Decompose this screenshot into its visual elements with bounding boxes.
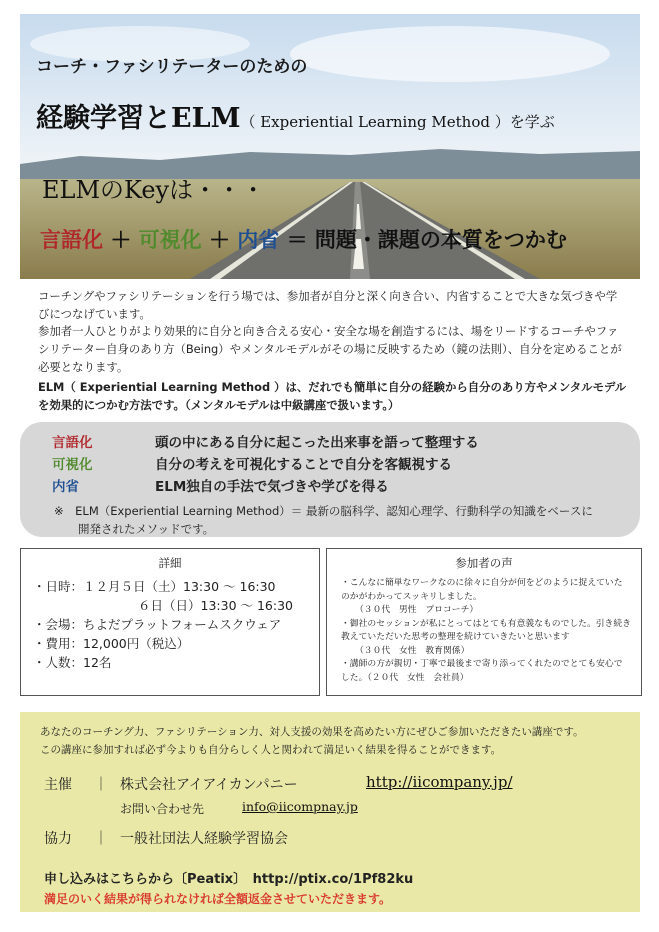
detail-fee: ・費用：12,000円（税込）: [33, 636, 190, 651]
feature-text: 頭の中にある自分に起こった出来事を語って整理する: [155, 435, 479, 451]
separator: ｜: [94, 777, 108, 793]
details-list: [33, 577, 293, 672]
formula-result: 問題・課題の本質をつかむ: [314, 228, 567, 252]
detail-capacity: ・人数：12名: [33, 655, 112, 670]
host-label: 主催: [44, 777, 72, 793]
feature-row: [52, 431, 479, 451]
hero-subtitle: コーチ・ファシリテーターのための: [36, 57, 308, 77]
voice-item: ・こんなに簡単なワークなのに徐々に自分が何をどのように捉えていたのかがわかってスッキリしました。: [341, 578, 623, 602]
coop-label: 協力: [44, 831, 72, 847]
voices-panel: [326, 548, 642, 696]
detail-date-label: ・日時：: [33, 579, 84, 594]
feature-row: [52, 475, 389, 495]
note-line-1: ELM（Experiential Learning Method）＝ 最新の脳科学、認知心理学、行動科学の知識をベースに: [75, 504, 593, 518]
guarantee-line: 満足のいく結果が得られなければ全額返金させていただきます。: [44, 892, 392, 906]
intro-paragraph-2: 参加者一人ひとりがより効果的に自分と向き合える安心・安全な場を創造するには、場をリードするコーチやファシリテーター自身のあり方（Being）やメンタルモデルがその場に反映するため（鏡の法則）、自分を定めることが必要となります。: [38, 324, 622, 374]
contact-email-link[interactable]: info@iicompnay.jp: [242, 799, 358, 814]
feature-text: 自分の考えを可視化することで自分を客観視する: [155, 457, 452, 473]
hero-title-end: を学ぶ: [509, 113, 555, 131]
feature-box: [20, 422, 640, 537]
footer-lead-1: あなたのコーチング力、ファシリテーション力、対人支援の効果を高めたい方にぜひご参加いただきたい講座です。: [40, 726, 584, 738]
formula-plus: ＋: [110, 228, 132, 252]
coop-name: 一般社団法人経験学習協会: [120, 831, 288, 847]
contact-label: お問い合わせ先: [120, 802, 205, 816]
separator: ｜: [94, 831, 108, 847]
voice-item: ・御社のセッションが私にとってはとても有意義なものでした。引き続き教えていただいた思考の整理を続けていきたいと思います: [341, 618, 631, 642]
voice-author: （３０代 女性 教育関係）: [355, 645, 470, 656]
feature-key: 可視化: [52, 457, 93, 473]
note-mark: ※: [54, 504, 64, 518]
hero-title-paren: （ Experiential Learning Method ）: [240, 113, 510, 131]
feature-key: 言語化: [52, 435, 93, 451]
formula-term-verbalize: 言語化: [40, 228, 103, 252]
details-panel: [20, 548, 320, 696]
details-title: 詳細: [158, 556, 182, 570]
hero-title: [36, 96, 555, 135]
note-line-2: 開発されたメソッドです。: [78, 522, 215, 536]
host-name: 株式会社アイアイカンパニー: [120, 777, 298, 793]
hero-banner: [20, 14, 640, 279]
intro-paragraph-3: ELM（ Experiential Learning Method ）は、だれでも簡単に自分の経験から自分のあり方やメンタルモデルを効果的につかむ方法です。（メンタルモデルは中級講座で扱います。）: [38, 380, 627, 412]
voices-list: [341, 577, 631, 685]
detail-date-1: １２月５日（土）13:30 〜 16:30: [83, 579, 276, 594]
feature-text: ELM独自の手法で気づきや学びを得る: [155, 479, 389, 495]
footer-lead-2: この講座に参加すれば必ず今よりも自分らしく人と関われて満足いく結果を得ることができます。: [40, 744, 502, 756]
voice-author: （３０代 男性 プロコーチ）: [355, 605, 479, 615]
feature-row: [52, 453, 452, 473]
apply-line[interactable]: 申し込みはこちらから〔Peatix〕 http://ptix.co/1Pf82ku: [44, 872, 414, 887]
hero-key-line: ELMのKeyは・・・: [42, 176, 266, 204]
host-url-link[interactable]: http://iicompany.jp/: [366, 773, 513, 791]
formula-equals: ＝: [286, 228, 308, 252]
formula-plus: ＋: [208, 228, 230, 252]
voices-title: 参加者の声: [455, 556, 513, 570]
footer-box: [20, 712, 640, 912]
voice-item: ・講師の方が親切・丁寧で最後まで寄り添ってくれたのでとても安心でした。（２０代 女性 会社員）: [341, 659, 623, 683]
feature-note: [54, 502, 593, 538]
detail-date-2: ６日（日）13:30 〜 16:30: [138, 598, 293, 613]
formula-term-reflect: 内省: [237, 228, 280, 252]
formula-term-visualize: 可視化: [138, 228, 202, 252]
hero-title-main: 経験学習とELM: [36, 103, 241, 134]
intro-paragraph-1: コーチングやファシリテーションを行う場では、参加者が自分と深く向き合い、内省することで大きな気づきや学びにつなげています。: [38, 289, 618, 321]
hero-formula: [40, 224, 567, 254]
detail-venue: ・会場：ちよだプラットフォームスクウェア: [33, 617, 282, 632]
feature-key: 内省: [52, 479, 79, 495]
